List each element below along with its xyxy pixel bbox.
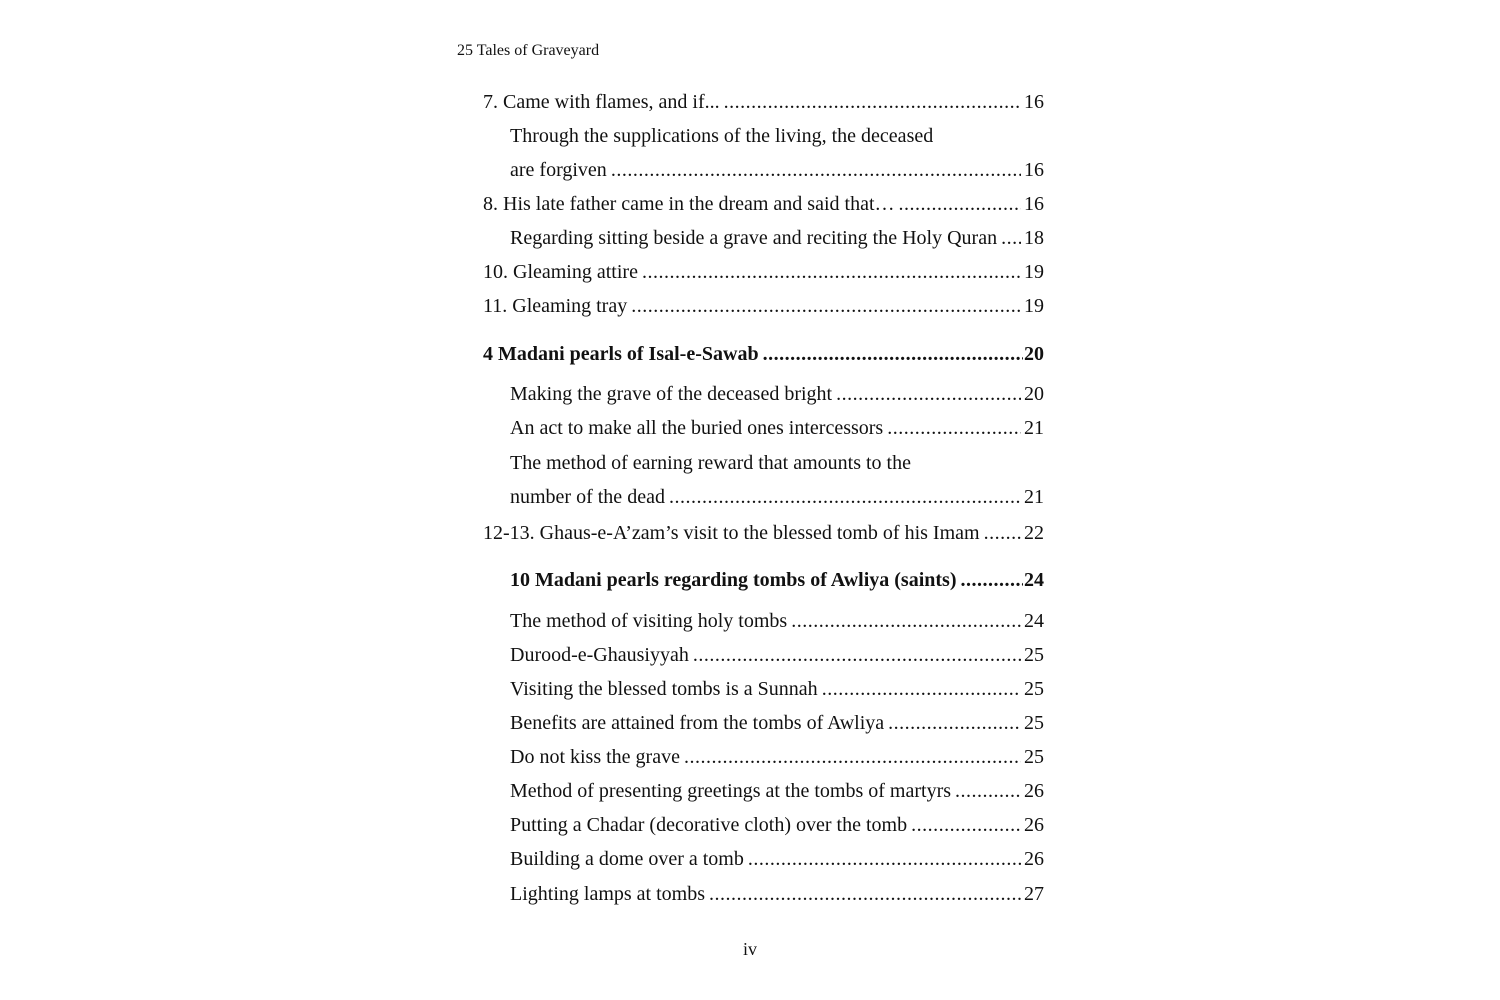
toc-entry[interactable] (510, 449, 1044, 477)
toc-entry-title: Do not kiss the grave (510, 746, 680, 768)
toc-entry[interactable] (510, 641, 1044, 669)
toc-entry[interactable] (483, 519, 1044, 547)
toc-entry-title: Durood-e-Ghausiyyah (510, 644, 689, 666)
toc-entry-title: Lighting lamps at tombs (510, 883, 705, 905)
toc-entry[interactable] (483, 190, 1044, 218)
toc-entry-title: 7. Came with flames, and if... (483, 91, 720, 113)
toc-entry-page: 26 (1024, 814, 1044, 836)
dot-leader (748, 845, 1021, 873)
toc-entry[interactable] (510, 414, 1044, 442)
dot-leader (642, 258, 1021, 286)
toc-entry-title: are forgiven (510, 159, 607, 181)
toc-entry-title: number of the dead (510, 486, 665, 508)
toc-entry-title: The method of earning reward that amounts to the (510, 452, 911, 474)
toc-entry-title: Making the grave of the deceased bright (510, 383, 833, 405)
toc-entry-page: 25 (1024, 644, 1044, 666)
dot-leader (955, 777, 1021, 805)
toc-entry-title: 8. His late father came in the dream and said that… (483, 193, 895, 215)
dot-leader (961, 566, 1024, 594)
toc-entry[interactable] (510, 743, 1044, 771)
toc-entry[interactable] (510, 380, 1044, 408)
toc-entry-title: An act to make all the buried ones intercessors (510, 417, 884, 439)
dot-leader (631, 292, 1021, 320)
page-number: iv (742, 939, 757, 959)
toc-entry[interactable] (510, 777, 1044, 805)
dot-leader (984, 519, 1021, 547)
toc-entry[interactable] (510, 880, 1044, 908)
toc-entry-page: 26 (1024, 848, 1044, 870)
toc-entry-title: The method of visiting holy tombs (510, 610, 788, 632)
toc-entry-page: 25 (1024, 712, 1044, 734)
toc-entry-page: 16 (1024, 193, 1044, 215)
toc-entry-title: 10. Gleaming attire (483, 261, 638, 283)
toc-entry-page: 18 (1024, 227, 1044, 249)
toc-entry-page: 20 (1024, 343, 1044, 365)
toc-entry-title: Method of presenting greetings at the tombs of martyrs (510, 780, 952, 802)
dot-leader (709, 880, 1021, 908)
toc-entry-page: 26 (1024, 780, 1044, 802)
toc-entry-title: Benefits are attained from the tombs of Awliya (510, 712, 885, 734)
toc-entry-page: 19 (1024, 295, 1044, 317)
dot-leader (1001, 224, 1021, 252)
toc-entry[interactable] (510, 675, 1044, 703)
toc-entry-title: 10 Madani pearls regarding tombs of Awliya (saints) (510, 569, 957, 591)
toc-entry-page: 25 (1024, 678, 1044, 700)
dot-leader (693, 641, 1021, 669)
toc-entry-page: 25 (1024, 746, 1044, 768)
toc-entry-title: Regarding sitting beside a grave and reciting the Holy Quran (510, 227, 998, 249)
toc-entry[interactable] (510, 709, 1044, 737)
toc-section-heading[interactable] (483, 340, 1044, 368)
toc-entry-title: Building a dome over a tomb (510, 848, 744, 870)
toc-entry[interactable] (510, 483, 1044, 511)
toc-section-heading[interactable] (510, 566, 1044, 594)
toc-entry-page: 20 (1024, 383, 1044, 405)
dot-leader (724, 88, 1021, 116)
toc-entry-page: 27 (1024, 883, 1044, 905)
toc-entry-title: Through the supplications of the living, the deceased (510, 125, 934, 147)
dot-leader (836, 380, 1021, 408)
dot-leader (887, 414, 1021, 442)
toc-entry[interactable] (483, 258, 1044, 286)
toc-entry-title: 11. Gleaming tray (483, 295, 628, 317)
toc-entry-page: 24 (1024, 610, 1044, 632)
toc-entry-title: 4 Madani pearls of Isal-e-Sawab (483, 343, 759, 365)
running-head: 25 Tales of Graveyard (457, 42, 600, 59)
toc-entry-page: 22 (1024, 522, 1044, 544)
dot-leader (822, 675, 1021, 703)
toc-entry[interactable] (510, 156, 1044, 184)
toc-entry[interactable] (483, 292, 1044, 320)
toc-entry-page: 19 (1024, 261, 1044, 283)
toc-entry-title: Visiting the blessed tombs is a Sunnah (510, 678, 818, 700)
toc-entry-title: Putting a Chadar (decorative cloth) over the tomb (510, 814, 908, 836)
toc-entry[interactable] (483, 88, 1044, 116)
dot-leader (684, 743, 1021, 771)
dot-leader (611, 156, 1021, 184)
toc-entry[interactable] (510, 845, 1044, 873)
dot-leader (911, 811, 1021, 839)
toc-entry-page: 16 (1024, 159, 1044, 181)
dot-leader (791, 607, 1021, 635)
toc-entry-title: 12-13. Ghaus-e-A’zam’s visit to the blessed tomb of his Imam (483, 522, 980, 544)
dot-leader (899, 190, 1021, 218)
toc-entry[interactable] (510, 224, 1044, 252)
toc-entry-page: 16 (1024, 91, 1044, 113)
toc-entry-page: 21 (1024, 417, 1044, 439)
dot-leader (669, 483, 1021, 511)
toc-entry-page: 24 (1024, 569, 1044, 591)
dot-leader (888, 709, 1021, 737)
toc-entry[interactable] (510, 811, 1044, 839)
toc-entry-page: 21 (1024, 486, 1044, 508)
toc-entry[interactable] (510, 122, 1044, 150)
dot-leader (763, 340, 1023, 368)
toc-entry[interactable] (510, 607, 1044, 635)
